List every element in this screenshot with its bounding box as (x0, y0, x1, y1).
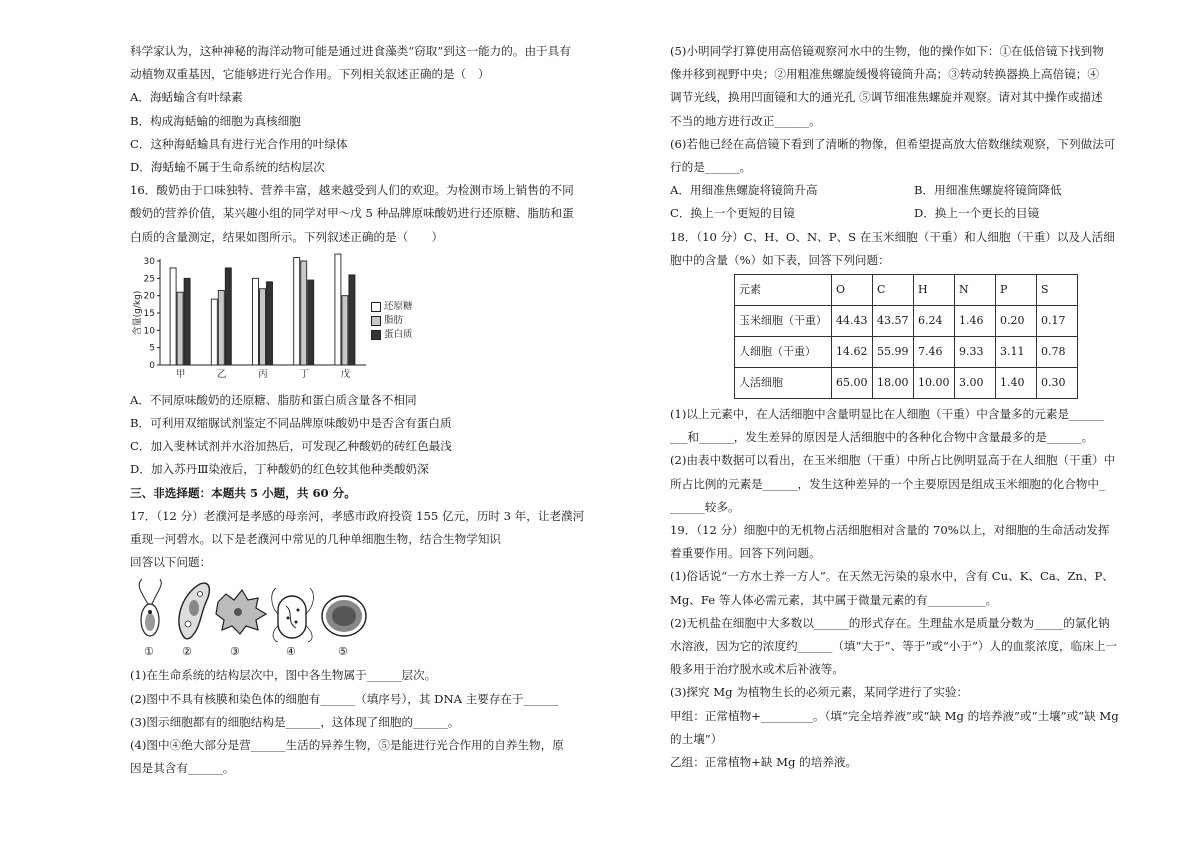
x-tick-label: 戊 (340, 368, 351, 380)
bar-蛋白质 (225, 268, 231, 365)
q19-line: 着重要作用。回答下列问题。 (670, 546, 821, 561)
bar-蛋白质 (267, 282, 273, 365)
bar-还原糖 (335, 254, 341, 365)
q18-stem-line: 18．（10 分）C、H、O、N、P、S 在玉米细胞（干重）和人细胞（干重）以及人活细 (670, 229, 1115, 244)
cell-label: ⑤ (338, 645, 348, 659)
q18-subquestion-2-cont: 所占比例的元素是______，发生这种差异的一个主要原因是组成玉米细胞的化合物中_ (670, 476, 1105, 491)
left-column (130, 40, 590, 780)
legend-swatch (371, 316, 381, 326)
q17-subquestion-3: (3)图示细胞都有的细胞结构是______，这体现了细胞的______。 (130, 714, 460, 729)
table-cell: 玉米细胞（干重） (735, 306, 832, 337)
q17-6-line: (6)若他已经在高倍镜下看到了清晰的物像，但希望提高放大倍数继续观察，下列做法可 (670, 136, 1116, 151)
y-tick-label: 15 (143, 308, 155, 319)
legend-item-reducing-sugar (371, 301, 413, 313)
q15-option-d: D．海蛞蝓不属于生命系统的结构层次 (130, 160, 325, 175)
q17-stem-line: 回答以下问题： (130, 555, 212, 570)
bar-还原糖 (170, 268, 176, 365)
cell-3-amoeba-icon (216, 590, 266, 634)
bar-脂肪 (218, 290, 224, 365)
q17-5-line: 调节光线，换用凹面镜和大的通光孔 ⑤调节细准焦螺旋并观察。请对其中操作或描述 (670, 90, 1103, 105)
x-tick-label: 乙 (217, 368, 227, 380)
cell-label: ③ (230, 645, 240, 659)
q18-subquestion-1-cont: ___和______，发生差异的原因是人活细胞中的各种化合物中含量最多的是______。 (670, 430, 1094, 445)
q15-option-b: B．构成海蛞蝓的细胞为真核细胞 (130, 113, 301, 128)
q18-subquestion-2-cont: ______较多。 (670, 499, 740, 514)
bar-chart-svg (130, 253, 370, 383)
q19-line: 甲组：正常植物+_________。（填“完全培养液”或“缺 Mg 的培养液”或“土壤”或“缺 Mg (670, 708, 1119, 723)
q17-subquestion-4: (4)图中④绝大部分是营______生活的异养生物，⑤是能进行光合作用的自养生物，原 (130, 738, 564, 753)
bar-脂肪 (177, 292, 183, 365)
section-heading: 三、非选择题：本题共 5 小题，共 60 分。 (130, 485, 356, 500)
q19-line: 般多用于治疗脱水或术后补液等。 (670, 662, 844, 677)
q16-stem-line: 酸奶的营养价值，某兴趣小组的同学对甲～戊 5 种品牌原味酸奶进行还原糖、脂肪和蛋 (130, 206, 574, 221)
q15-option-a: A．海蛞蝓含有叶绿素 (130, 90, 243, 105)
q18-subquestion-1: (1)以上元素中，在人活细胞中含量明显比在人细胞（干重）中含量多的元素是______ (670, 407, 1104, 422)
table-row (735, 337, 1078, 368)
y-tick-label: 30 (143, 256, 155, 267)
q17-6-options-row (670, 202, 1130, 225)
bar-蛋白质 (308, 280, 314, 365)
q17-6-option-c: C．换上一个更短的目镜 (670, 206, 795, 221)
q19-line: (1)俗话说“一方水土养一方人”。在天然无污染的泉水中，含有 Cu、K、Ca、Zn、P、 (670, 569, 1114, 584)
element-content-table (734, 274, 1078, 399)
table-cell: 65.00 (832, 368, 873, 399)
table-header-cell: O (832, 275, 873, 306)
q17-6-line: 行的是______。 (670, 160, 752, 175)
yogurt-nutrient-bar-chart (130, 253, 590, 383)
table-cell: 1.40 (996, 368, 1037, 399)
q18-subquestion-2: (2)由表中数据可以看出，在玉米细胞（干重）中所占比例明显高于在人细胞（干重）中 (670, 453, 1116, 468)
q16-option-b: B．可利用双缩脲试剂鉴定不同品牌原味酸奶中是否含有蛋白质 (130, 416, 452, 431)
y-tick-label: 10 (143, 326, 155, 337)
q16-option-c: C．加入斐林试剂并水浴加热后，可发现乙种酸奶的砖红色最浅 (130, 439, 452, 454)
q16-stem-line: 白质的含量测定，结果如图所示。下列叙述正确的是（ ） (130, 229, 444, 244)
q17-subquestion-1: (1)在生命系统的结构层次中，图中各生物属于______层次。 (130, 668, 437, 683)
x-tick-label: 丁 (299, 368, 309, 380)
q17-5-line: 不当的地方进行改正______。 (670, 113, 821, 128)
bar-蛋白质 (184, 278, 190, 365)
table-cell: 44.43 (832, 306, 873, 337)
table-cell: 10.00 (914, 368, 955, 399)
bar-还原糖 (211, 299, 217, 365)
q19-line: (2)无机盐在细胞中大多数以______的形式存在。生理盐水是质量分数为_____的氯化钠 (670, 615, 1110, 630)
x-tick-label: 丙 (258, 368, 268, 380)
single-cell-organisms-figure (130, 576, 590, 662)
table-cell: 43.57 (873, 306, 914, 337)
q19-line: Mg、Fe 等人体必需元素，其中属于微量元素的有__________。 (670, 592, 998, 607)
table-cell: 18.00 (873, 368, 914, 399)
legend-label: 还原糖 (384, 300, 413, 312)
q17-5-line: 像并移到视野中央；②用粗准焦螺旋缓慢将镜筒升高；③转动转换器换上高倍镜；④ (670, 67, 1099, 82)
q18-stem-line: 胞中的含量（%）如下表，回答下列问题： (670, 252, 890, 267)
y-tick-label: 0 (149, 360, 155, 371)
legend-item-fat (371, 315, 403, 327)
cell-4-bacterium-icon (272, 588, 314, 642)
table-cell: 人活细胞 (735, 368, 832, 399)
bar-脂肪 (260, 289, 266, 365)
q17-subquestion-4-cont: 因是其含有______。 (130, 761, 235, 776)
q19-line: 的土壤”） (670, 731, 723, 746)
bar-脂肪 (301, 261, 307, 365)
cell-label: ② (182, 645, 192, 659)
q17-6-option-b: B．用细准焦螺旋将镜筒降低 (914, 183, 1062, 198)
table-cell: 3.00 (955, 368, 996, 399)
table-row (735, 368, 1078, 399)
q19-line: 水溶液，因为它的浓度约______（填“大于”、等于”或“小于”）人的血浆浓度，临床上一 (670, 639, 1118, 654)
table-cell: 55.99 (873, 337, 914, 368)
q17-6-option-a: A．用细准焦螺旋将镜筒升高 (670, 183, 818, 198)
legend-item-protein (371, 329, 413, 341)
cell-label: ① (144, 645, 154, 659)
table-header-cell: 元素 (735, 275, 832, 306)
bar-蛋白质 (349, 275, 355, 365)
q19-line: (3)探究 Mg 为植物生长的必须元素，某同学进行了实验： (670, 685, 969, 700)
table-cell: 0.78 (1037, 337, 1078, 368)
q17-6-options-row (670, 179, 1130, 202)
y-tick-label: 5 (149, 343, 155, 354)
cell-label: ④ (286, 645, 296, 659)
table-cell: 7.46 (914, 337, 955, 368)
table-row (735, 306, 1078, 337)
q15-stem-line: 动植物双重基因，它能够进行光合作用。下列相关叙述正确的是（ ） (130, 67, 490, 82)
table-header-row (735, 275, 1078, 306)
cell-5-round-alga-icon (322, 596, 366, 636)
table-cell: 14.62 (832, 337, 873, 368)
q17-6-option-d: D．换上一个更长的目镜 (914, 206, 1040, 221)
q19-line: 乙组：正常植物+缺 Mg 的培养液。 (670, 755, 858, 770)
right-column (670, 40, 1130, 774)
cell-1-flagellate-icon (139, 579, 161, 636)
table-header-cell: N (955, 275, 996, 306)
table-cell: 6.24 (914, 306, 955, 337)
table-cell: 0.17 (1037, 306, 1078, 337)
table-cell: 人细胞（干重） (735, 337, 832, 368)
table-header-cell: S (1037, 275, 1078, 306)
table-cell: 9.33 (955, 337, 996, 368)
table-cell: 0.30 (1037, 368, 1078, 399)
table-header-cell: C (873, 275, 914, 306)
y-axis-label: 含量(g/kg) (133, 290, 143, 336)
legend-label: 蛋白质 (384, 328, 413, 340)
table-cell: 1.46 (955, 306, 996, 337)
q17-stem-line: 重现一河碧水。以下是老濮河中常见的几种单细胞生物，结合生物学知识 (130, 532, 502, 547)
q15-stem-line: 科学家认为，这种神秘的海洋动物可能是通过进食藻类“窃取”到这一能力的。由于具有 (130, 44, 571, 58)
x-tick-label: 甲 (175, 368, 186, 380)
table-cell: 0.20 (996, 306, 1037, 337)
q15-option-c: C．这种海蛞蝓具有进行光合作用的叶绿体 (130, 136, 348, 151)
table-cell: 3.11 (996, 337, 1037, 368)
cells-illustration (130, 576, 370, 662)
q17-subquestion-2: (2)图中不具有核膜和染色体的细胞有______（填序号），其 DNA 主要存在于______ (130, 691, 559, 706)
q17-stem-line: 17．（12 分）老濮河是孝感的母亲河，孝感市政府投资 155 亿元，历时 3 年，让老濮河 (130, 508, 585, 523)
q16-option-d: D．加入苏丹Ⅲ染液后，丁种酸奶的红色较其他种类酸奶深 (130, 462, 429, 477)
y-tick-label: 20 (143, 291, 155, 302)
table-header-cell: H (914, 275, 955, 306)
q19-line: 19．（12 分）细胞中的无机物占活细胞相对含量的 70%以上，对细胞的生命活动发挥 (670, 523, 1110, 538)
legend-swatch (371, 302, 381, 312)
bar-还原糖 (253, 278, 259, 365)
table-header-cell: P (996, 275, 1037, 306)
legend-swatch (371, 330, 381, 340)
q16-option-a: A．不同原味酸奶的还原糖、脂肪和蛋白质含量各不相同 (130, 392, 417, 407)
legend-label: 脂肪 (384, 314, 404, 326)
y-tick-label: 25 (143, 274, 155, 285)
q17-5-line: (5)小明同学打算使用高倍镜观察河水中的生物，他的操作如下：①在低倍镜下找到物 (670, 44, 1104, 58)
q16-stem-line: 16．酸奶由于口味独特、营养丰富，越来越受到人们的欢迎。为检测市场上销售的不同 (130, 183, 574, 198)
cell-2-paramecium-icon (179, 584, 209, 640)
bar-还原糖 (294, 257, 300, 364)
bar-脂肪 (342, 295, 348, 364)
